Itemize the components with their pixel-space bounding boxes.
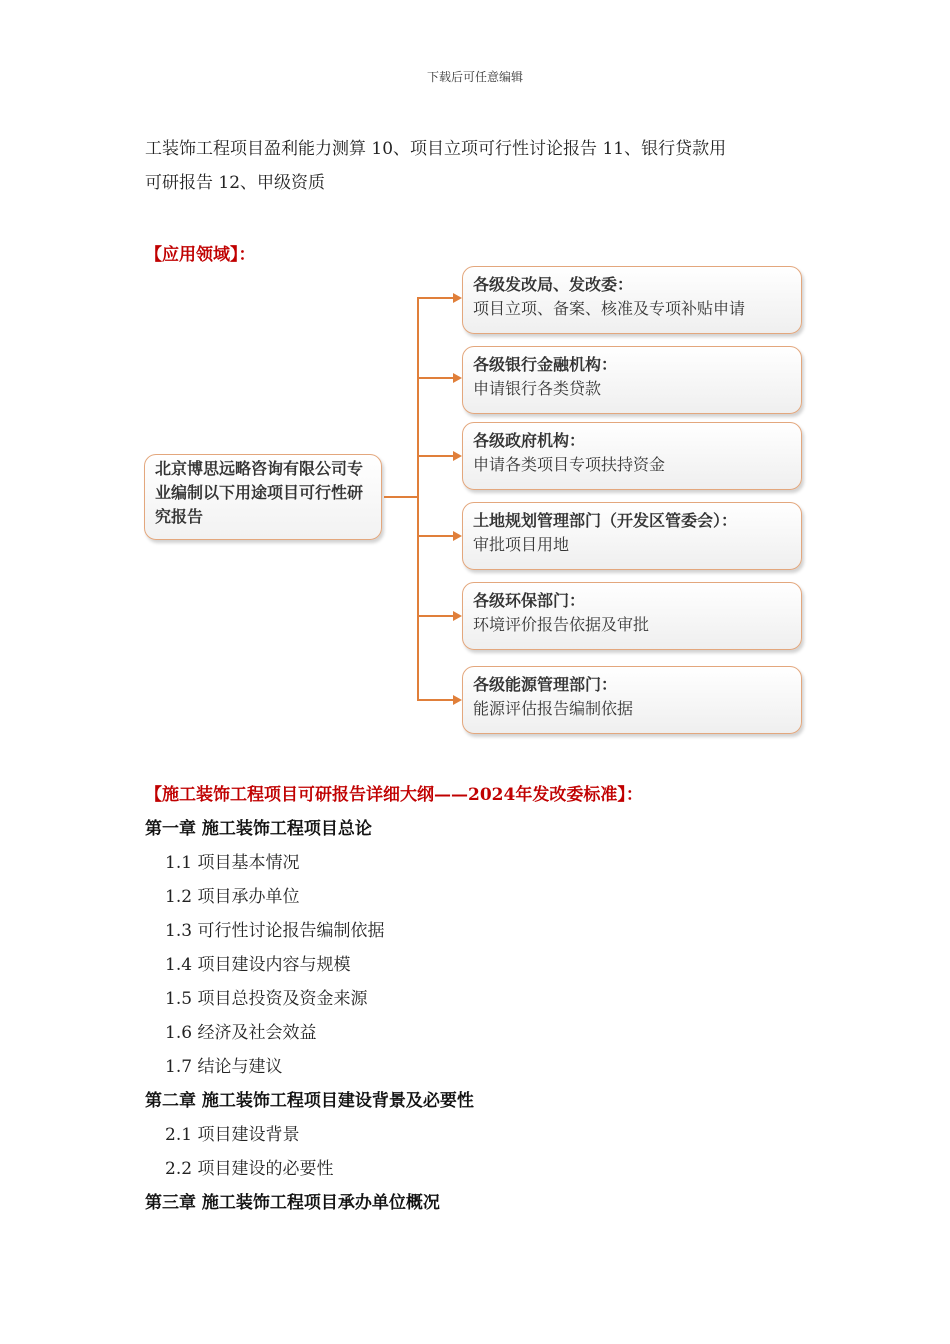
chapter-title: 第三章 施工装饰工程项目承办单位概况: [145, 1193, 440, 1213]
toc-item: 1.2 项目承办单位: [165, 887, 300, 907]
target-box-environment: [462, 582, 802, 650]
connector-branch-3: [417, 455, 455, 457]
target-desc: 环境评价报告依据及审批: [473, 615, 650, 634]
target-desc: 审批项目用地: [473, 535, 570, 554]
arrow-icon: [453, 695, 462, 705]
toc-item: 1.1 项目基本情况: [165, 853, 300, 873]
connector-branch-5: [417, 615, 455, 617]
connector-branch-2: [417, 377, 455, 379]
toc-item: 2.2 项目建设的必要性: [165, 1159, 334, 1179]
connector-branch-4: [417, 535, 455, 537]
toc-item: 1.5 项目总投资及资金来源: [165, 989, 368, 1009]
target-title: 各级能源管理部门：: [473, 675, 618, 694]
chapter-title: 第二章 施工装饰工程项目建设背景及必要性: [145, 1091, 474, 1111]
target-title: 各级环保部门：: [473, 591, 586, 610]
arrow-icon: [453, 531, 462, 541]
intro-paragraph: [145, 132, 815, 200]
toc-item: 1.6 经济及社会效益: [165, 1023, 317, 1043]
target-desc: 项目立项、备案、核准及专项补贴申请: [473, 299, 746, 318]
target-box-government: [462, 422, 802, 490]
arrow-icon: [453, 611, 462, 621]
target-desc: 申请银行各类贷款: [473, 379, 602, 398]
target-desc: 能源评估报告编制依据: [473, 699, 634, 718]
connector-trunk: [417, 298, 419, 700]
toc-item: 2.1 项目建设背景: [165, 1125, 300, 1145]
target-title: 各级银行金融机构：: [473, 355, 618, 374]
target-title: 各级政府机构：: [473, 431, 586, 450]
target-title: 土地规划管理部门（开发区管委会）：: [473, 511, 738, 530]
intro-line-2: 可研报告 12、甲级资质: [145, 173, 326, 193]
arrow-icon: [453, 293, 462, 303]
toc-item: 1.7 结论与建议: [165, 1057, 283, 1077]
intro-line-1: 工装饰工程项目盈利能力测算 10、项目立项可行性讨论报告 11、银行贷款用: [145, 139, 727, 159]
target-box-energy: [462, 666, 802, 734]
arrow-icon: [453, 451, 462, 461]
application-diagram: [140, 262, 810, 742]
toc-item: 1.4 项目建设内容与规模: [165, 955, 351, 975]
connector-branch-1: [417, 297, 455, 299]
chapter-title: 第一章 施工装饰工程项目总论: [145, 819, 372, 839]
target-box-land: [462, 502, 802, 570]
target-title: 各级发改局、发改委：: [473, 275, 634, 294]
arrow-icon: [453, 373, 462, 383]
page-header: 下载后可任意编辑: [426, 70, 523, 84]
outline-heading: 【施工装饰工程项目可研报告详细大纲——2024年发改委标准】：: [145, 785, 643, 805]
target-desc: 申请各类项目专项扶持资金: [473, 455, 666, 474]
toc-item: 1.3 可行性讨论报告编制依据: [165, 921, 385, 941]
target-box-banks: [462, 346, 802, 414]
connector-line: [384, 496, 418, 498]
application-heading: 【应用领域】：: [145, 245, 256, 265]
diagram-source-box: 北京博思远略咨询有限公司专业编制以下用途项目可行性研究报告: [144, 454, 382, 540]
target-box-ndrc: [462, 266, 802, 334]
connector-branch-6: [417, 699, 455, 701]
